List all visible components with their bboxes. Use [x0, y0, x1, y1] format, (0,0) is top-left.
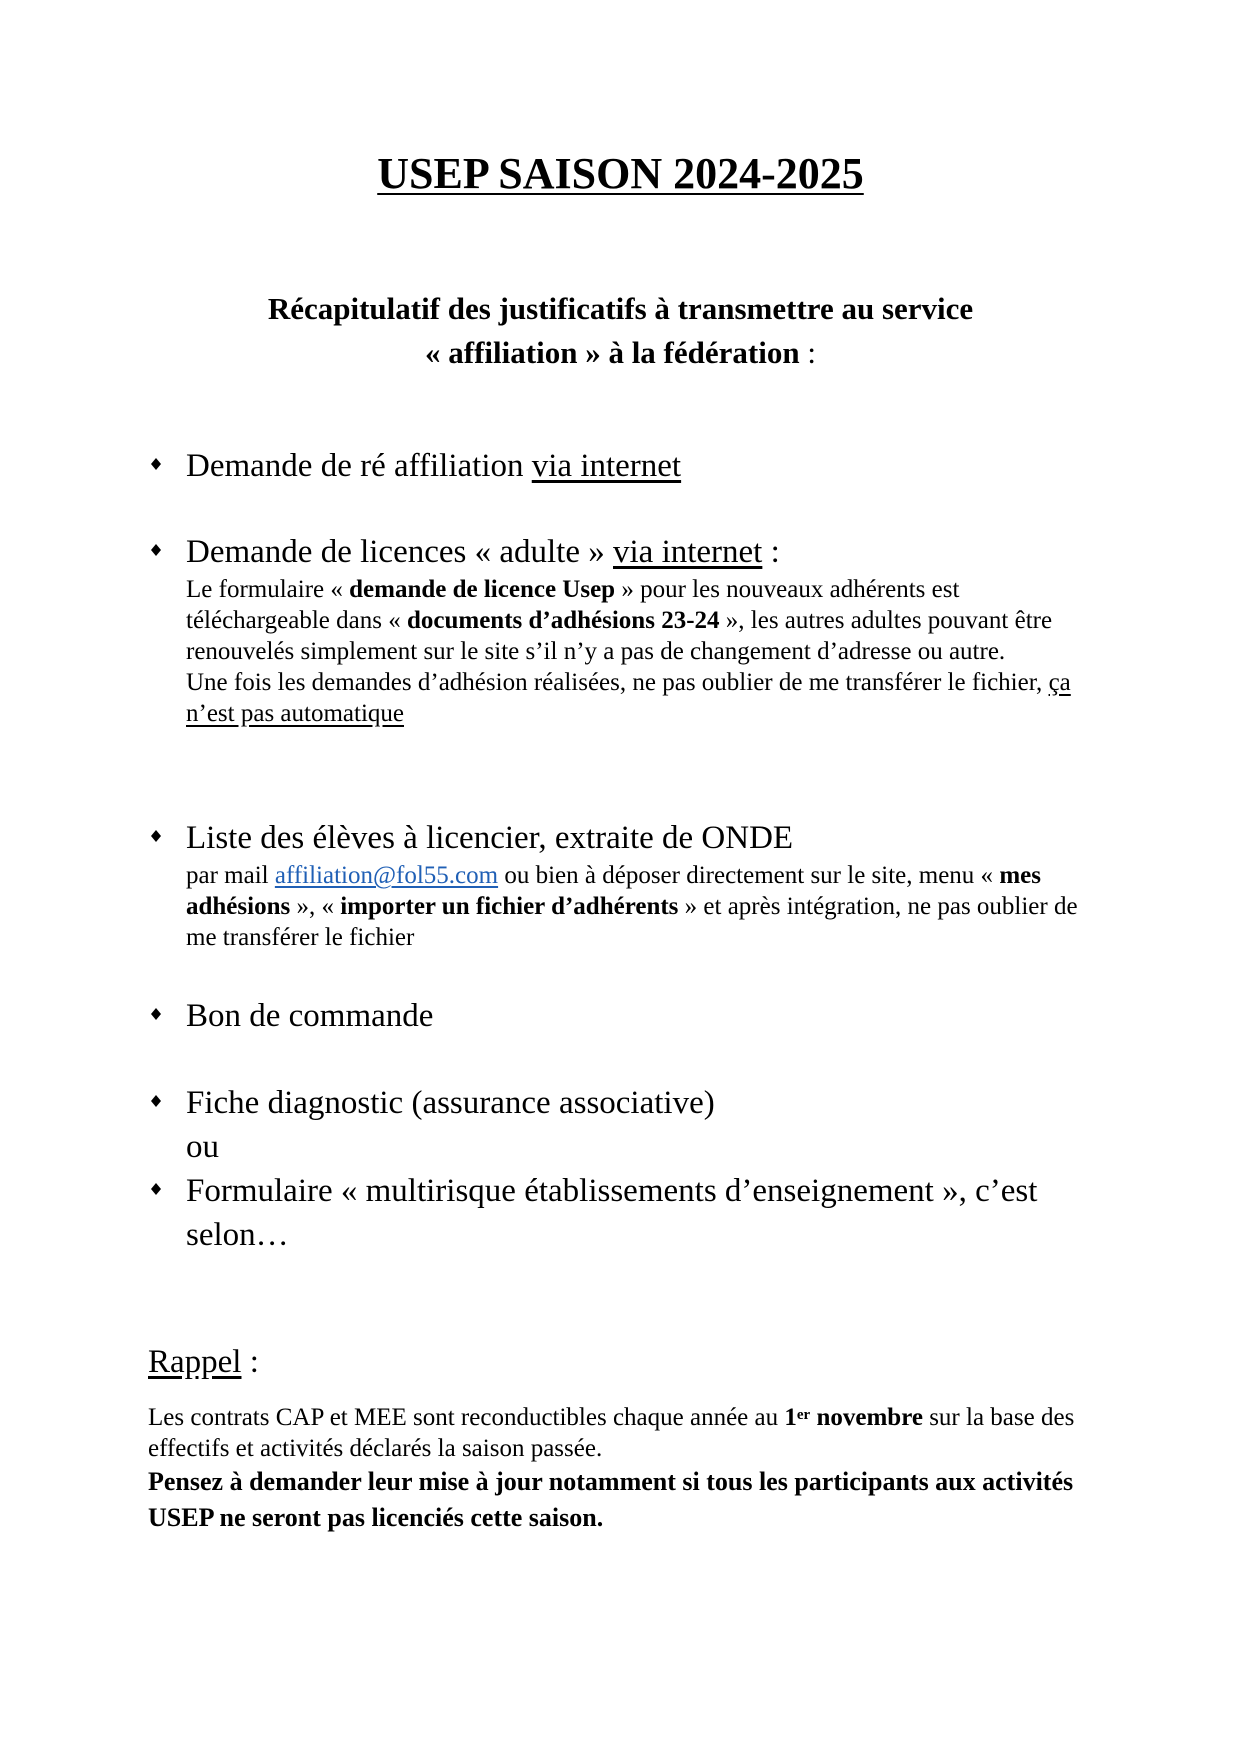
recall-heading-text: Rappel [148, 1344, 242, 1380]
detail-text: », les autres adultes pouvant être renouvelés simplement sur le site s’il n’y a pas de changement d’adresse ou autre. [186, 607, 1053, 665]
detail-text: » pour les nouveaux adhérents est téléchargeable dans « [186, 576, 960, 634]
detail-text: Une fois les demandes d’adhésion réalisées, ne pas oublier de me transférer le fichier, [186, 669, 1049, 696]
diamond-bullet-icon [148, 828, 164, 844]
recall-date-number: 1 [784, 1404, 797, 1431]
item-text-end: : [762, 534, 780, 570]
list-item-reaffiliation [148, 444, 1108, 488]
subtitle-line2-end: : [799, 335, 816, 370]
list-item-eleves [148, 816, 1108, 953]
diamond-bullet-icon [148, 1093, 164, 1109]
recall-text: sur la base des effectifs et activités déclarés la saison passée. [148, 1404, 1075, 1462]
or-text: ou [186, 1129, 219, 1165]
page-subtitle [0, 287, 1241, 375]
detail-text: par mail [186, 862, 275, 889]
detail-bold: mes adhésions [186, 862, 1041, 920]
recall-date-sup: er [796, 1407, 811, 1423]
item-text: Fiche diagnostic (assurance associative) [186, 1085, 715, 1121]
recall-date [784, 1404, 923, 1431]
recall-text: Les contrats CAP et MEE sont reconductibles chaque année au [148, 1404, 785, 1431]
list-item-fiche-diagnostic [148, 1081, 1108, 1169]
diamond-bullet-icon [148, 456, 164, 472]
recall-reminder: Pensez à demander leur mise à jour notamment si tous les participants aux activités USEP ne seront pas licenciés cette saison. [148, 1467, 1074, 1532]
detail-bold: documents d’adhésions 23-24 [406, 607, 720, 634]
item-text: Formulaire « multirisque établissements d’enseignement », c’est selon… [186, 1173, 1038, 1253]
via-internet-link: via internet [613, 534, 763, 570]
item-text: Demande de ré affiliation [186, 448, 532, 484]
recall-heading-end: : [241, 1344, 259, 1380]
detail-text: » et après intégration, ne pas oublier de me transférer le fichier [186, 893, 1078, 951]
eleves-detail [186, 860, 1108, 953]
page-title: USEP SAISON 2024-2025 [377, 149, 864, 198]
detail-bold: demande de licence Usep [349, 576, 616, 603]
list-item-licences [148, 530, 1108, 729]
licences-detail [186, 574, 1108, 729]
diamond-bullet-icon [148, 1006, 164, 1022]
recall-heading [148, 1340, 259, 1384]
list-item-bon-commande [148, 994, 1108, 1038]
detail-text: », « [290, 893, 341, 920]
subtitle-line2: « affiliation » à la fédération [425, 335, 800, 370]
via-internet-link: via internet [531, 448, 682, 484]
item-text: Bon de commande [186, 998, 434, 1034]
recall-date-month: novembre [810, 1404, 923, 1431]
list-item-formulaire [148, 1169, 1108, 1257]
subtitle-line1: Récapitulatif des justificatifs à transmettre au service [267, 291, 974, 326]
item-text: Liste des élèves à licencier, extraite de ONDE [186, 820, 794, 856]
item-text: Demande de licences « adulte » [186, 534, 613, 570]
diamond-bullet-icon [148, 542, 164, 558]
email-link[interactable]: affiliation@fol55.com [274, 862, 499, 889]
detail-text: ou bien à déposer directement sur le site, menu « [498, 862, 1000, 889]
detail-text: Le formulaire « [186, 576, 350, 603]
recall-body [148, 1402, 1088, 1536]
diamond-bullet-icon [148, 1181, 164, 1197]
detail-underlined: ça n’est pas automatique [186, 669, 1071, 727]
detail-bold: importer un fichier d’adhérents [340, 893, 679, 920]
